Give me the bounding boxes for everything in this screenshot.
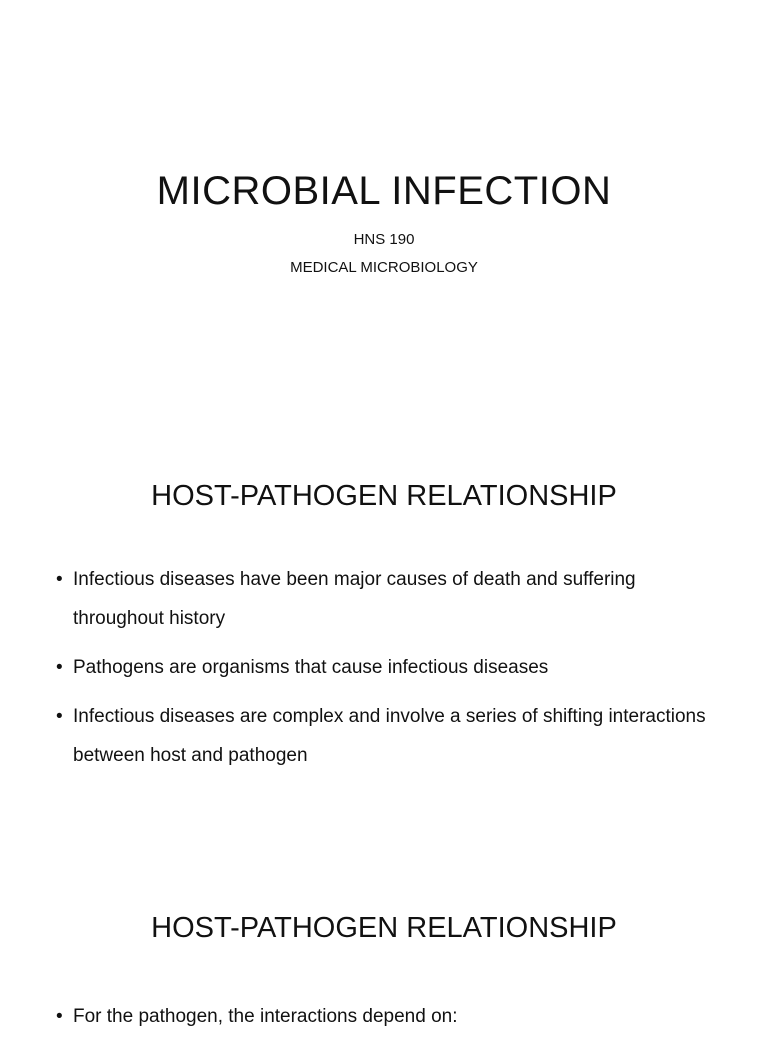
bullet-icon: • [56,1006,63,1027]
slide-host-pathogen-1 [0,432,768,864]
slide-title: HOST-PATHOGEN RELATIONSHIP [151,480,617,512]
bullet-text: Pathogens are organisms that cause infectious diseases [73,657,549,678]
course-code: HNS 190 [353,231,415,248]
slide-host-pathogen-2 [0,864,768,1027]
bullet-item [56,697,716,775]
slide-title: HOST-PATHOGEN RELATIONSHIP [151,912,617,944]
presentation-title: MICROBIAL INFECTION [156,169,612,213]
bullet-icon: • [56,706,63,727]
bullet-item [56,648,716,687]
bullet-icon: • [56,657,63,678]
bullet-list [56,997,716,1046]
bullet-item [56,997,716,1036]
bullet-text: Infectious diseases are complex and involve a series of shifting interactions between host and pathogen [73,706,706,766]
bullet-text: For the pathogen, the interactions depend on: [73,1006,458,1027]
course-name: MEDICAL MICROBIOLOGY [290,259,478,276]
bullet-list [56,560,716,785]
bullet-text: Infectious diseases have been major causes of death and suffering throughout history [73,569,636,629]
bullet-item [56,560,716,638]
bullet-icon: • [56,569,63,590]
title-slide [0,0,768,432]
